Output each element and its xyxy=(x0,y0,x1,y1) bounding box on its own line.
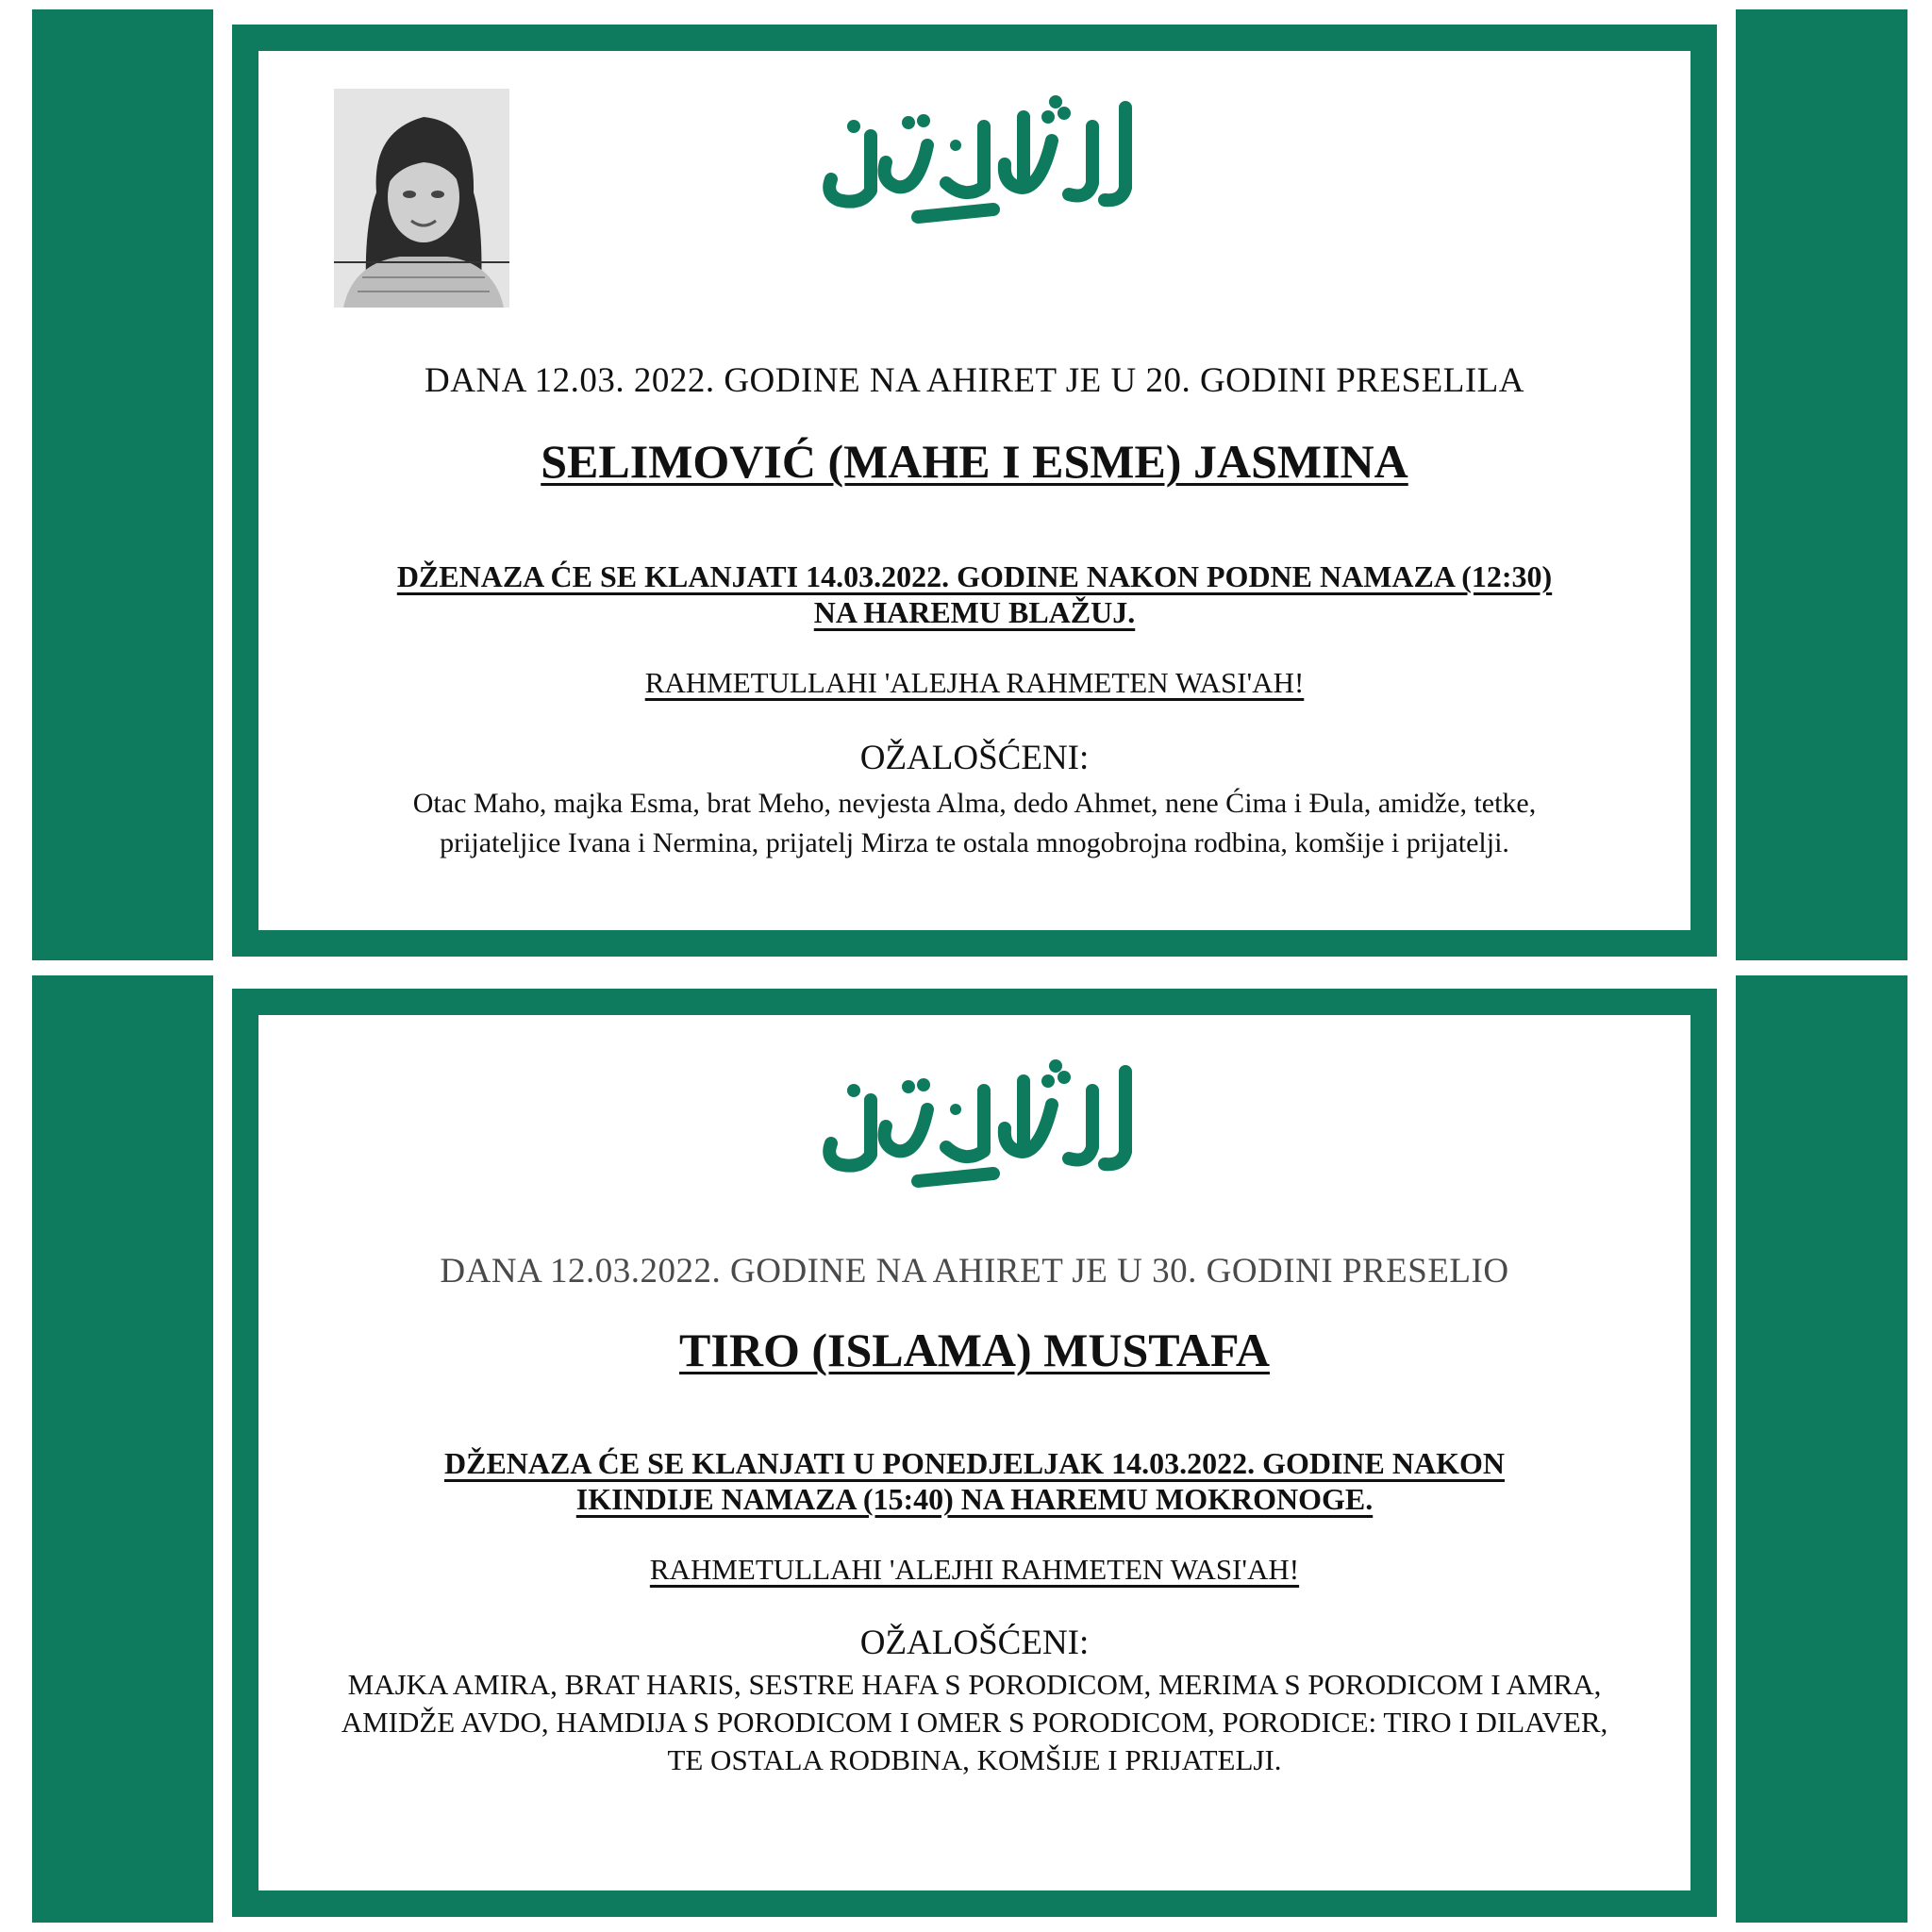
notice-2-mourners-line-2: AMIDŽE AVDO, HAMDIJA S PORODICOM I OMER S PORODICOM, PORODICE: TIRO I DILAVER, xyxy=(341,1706,1608,1739)
notice-2-mourners-line-1: MAJKA AMIRA, BRAT HARIS, SESTRE HAFA S PORODICOM, MERIMA S PORODICOM I AMRA, xyxy=(347,1668,1602,1701)
notice-1-mourners-heading: OŽALOŠĆENI: xyxy=(859,739,1090,777)
deceased-portrait-photo xyxy=(334,89,509,308)
notice-2-mourners-heading: OŽALOŠĆENI: xyxy=(859,1624,1090,1662)
notice-2-intro: DANA 12.03.2022. GODINE NA AHIRET JE U 30. GODINI PRESELIO xyxy=(440,1252,1509,1291)
notice-2-card xyxy=(213,975,1736,1923)
notice-1-funeral-line-2: NA HAREMU BLAŽUJ. xyxy=(813,595,1136,629)
notice-1-frame xyxy=(232,25,1717,957)
notice-2-prayer: RAHMETULLAHI 'ALEJHI RAHMETEN WASI'AH! xyxy=(649,1553,1300,1586)
notice-2-deceased-name: TIRO (ISLAMA) MUSTAFA xyxy=(679,1324,1270,1376)
notice-1-intro: DANA 12.03. 2022. GODINE NA AHIRET JE U 20. GODINI PRESELILA xyxy=(425,361,1524,400)
notice-2-frame xyxy=(232,989,1717,1917)
portrait-image xyxy=(334,89,509,308)
notice-1-prayer: RAHMETULLAHI 'ALEJHA RAHMETEN WASI'AH! xyxy=(644,666,1305,699)
notice-1-card xyxy=(213,9,1736,960)
notice-2-funeral-line-2: IKINDIJE NAMAZA (15:40) NA HAREMU MOKRONOGE. xyxy=(575,1482,1374,1516)
calligraphy-emblem xyxy=(805,89,1144,230)
notice-1-funeral-line-1: DŽENAZA ĆE SE KLANJATI 14.03.2022. GODINE NAKON PODNE NAMAZA (12:30) xyxy=(396,559,1553,593)
notice-1-mourners-line-1: Otac Maho, majka Esma, brat Meho, nevjesta Alma, dedo Ahmet, nene Ćima i Đula, amidže, tetke, xyxy=(412,788,1537,819)
notice-1-deceased-name: SELIMOVIĆ (MAHE I ESME) JASMINA xyxy=(541,435,1408,488)
notice-1-mourners-line-2: prijateljice Ivana i Nermina, prijatelj Mirza te ostala mnogobrojna rodbina, komšije i prijatelji. xyxy=(440,827,1509,858)
notice-2-funeral-line-1: DŽENAZA ĆE SE KLANJATI U PONEDJELJAK 14.03.2022. GODINE NAKON xyxy=(444,1446,1505,1480)
notice-2-mourners-line-3: TE OSTALA RODBINA, KOMŠIJE I PRIJATELJI. xyxy=(667,1743,1282,1776)
calligraphy-emblem xyxy=(805,1053,1144,1194)
